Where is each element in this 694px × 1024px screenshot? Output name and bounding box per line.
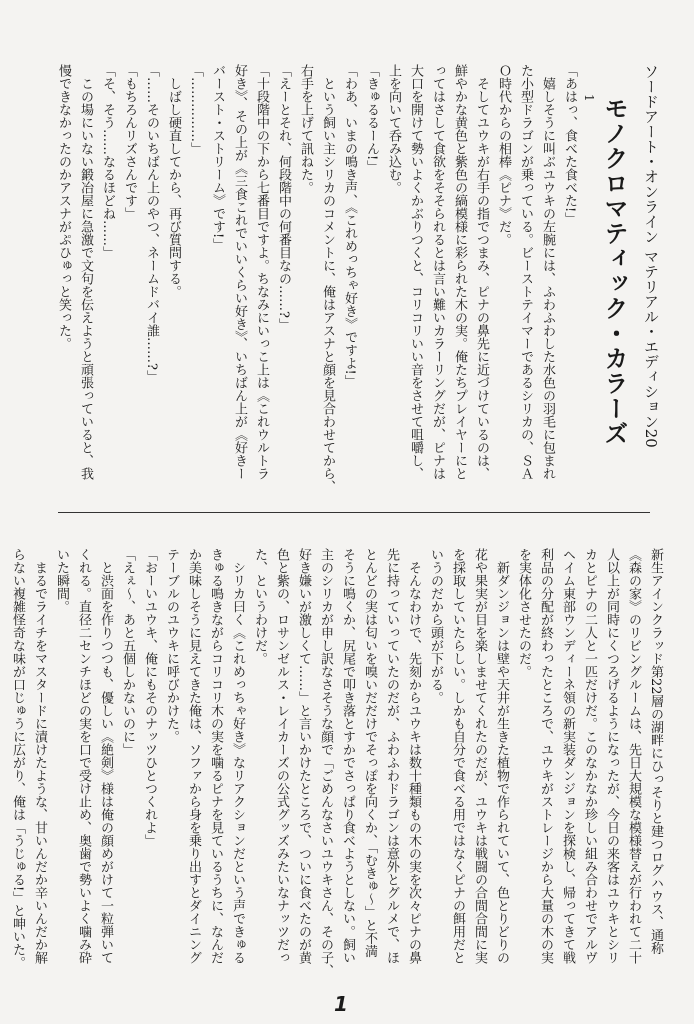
text-line: か美味しそうに見えてきた俺は、ソファから身を乗り出すとダイニング: [186, 548, 201, 964]
text-line: 右手を上げて訊ねた。: [298, 64, 313, 194]
text-line: きゅる鳴きながらコリコリ木の実を噛るピナを見ているうちに、なんだ: [208, 548, 223, 964]
text-line: 利品の分配が終わったところで、ユウキがストレージから大量の木の実: [538, 548, 553, 964]
text-line: 鮮やかな黄色と紫色の縞模様に彩られた木の実。俺たちプレイヤーにと: [452, 64, 467, 480]
text-line: この場にいない鍛冶屋に急激で文句を伝えようと頑張っていると、我: [78, 64, 93, 480]
text-line: まるでライチをマスタードに漬けたような、甘いんだか辛いんだか解: [32, 548, 47, 964]
text-line: ヘイム東部ウンディーネ領の新実装ダンジョンを探検し、帰ってきて戦: [560, 548, 575, 964]
text-line: ってはさして食欲をそそられるとは言い難いカラーリングだが、ピナは: [430, 64, 445, 480]
text-line: らない複雑怪奇な味が口じゅうに広がり、俺は「うじゅる!」と呻いた。: [10, 548, 25, 970]
text-line: しばし硬直してから、再び質問する。: [166, 64, 181, 298]
text-line: そんなわけで、先刻からユウキは数十種類もの木の実を次々ピナの鼻: [406, 548, 421, 964]
story-title: モノクロマティック・カラーズ: [600, 96, 629, 446]
text-line: とんどの実は匂いを嗅いだだけでそっぽを向くか、「むきゅ～」と不満: [362, 548, 377, 958]
text-line: そしてユウキが右手の指でつまみ、ピナの鼻先に近づけているのは、: [474, 64, 489, 480]
text-line: た小型ドラゴンが乗っている。ビーストテイマーであるシリカの、ＳＡ: [518, 64, 533, 480]
text-line: 「おーいユウキ、俺にもそのナッツひとつくれよ」: [142, 548, 157, 847]
text-line: いうのだから頭が下がる。: [428, 548, 443, 704]
text-line: 色と紫の、ロサンゼルス・レイカーズの公式グッズみたいなナッツだっ: [274, 548, 289, 964]
text-line: バースト・ストリーム》です!」: [210, 64, 225, 252]
text-line: 「きゅるるーん!」: [364, 64, 379, 174]
text-line: 慢できなかったのかアスナがぷひゅっと笑った。: [56, 64, 71, 350]
series-title: ソードアート・オンライン マテリアル・エディション20: [642, 64, 660, 448]
text-line: た、というわけだ。: [252, 548, 267, 665]
text-line: いた瞬間。: [54, 548, 69, 613]
text-line: 花や果実が目を楽しませてくれたのだが、ユウキは戦闘の合間合間に実: [472, 548, 487, 964]
lower-text-block: [10, 548, 666, 977]
text-line: と渋面を作りつつも、優しい《絶剣》様は俺の顔めがけて一粒弾いて: [98, 548, 113, 964]
text-line: くれる。直径二センチほどの実を口で受け止め、奥歯で勢いよく噛み砕: [76, 548, 91, 964]
text-line: 好き嫌いが激しくて……」と言いかけたところで、ついに食べたのが黄: [296, 548, 311, 964]
text-line: 上を向いて呑み込む。: [386, 64, 401, 194]
text-line: 「もちろんリズさんです」: [122, 64, 137, 220]
text-line: テーブルのユウキに呼びかけた。: [164, 548, 179, 743]
text-line: 「……そのいちばん上のやつ、ネームドバイ誰……?」: [144, 64, 159, 383]
text-line: 「えーとそれ、何段階中の何番目なの……?」: [276, 64, 291, 331]
text-line: 「わあ、いまの鳴き声、《これめっちゃ好き》ですよ!」: [342, 64, 357, 388]
section-divider: [58, 512, 650, 513]
text-line: そうに鳴くか、尻尾で叩き落とすかでさっぱり食べようとしない。飼い: [340, 548, 355, 964]
text-line: 新生アインクラッド第22層の湖畔にひっそりと建つログハウス、通称: [648, 548, 663, 955]
text-line: 「そ、そう……なるほどね……」: [100, 64, 115, 259]
text-line: 主のシリカが申し訳なさそうな顔で「ごめんなさいユウキさん、その子、: [318, 548, 333, 977]
text-line: を採取していたらしい。しかも自分で食べる用ではなくピナの餌用だと: [450, 548, 465, 964]
text-line: 先に持っていっていたのだが、ふわふわドラゴンは意外とグルメで、ほ: [384, 548, 399, 964]
text-line: 新ダンジョンは壁や天井が生きた植物で作られていて、色とりどりの: [494, 548, 509, 964]
text-line: 嬉しそうに叫ぶユウキの左腕には、ふわふわした水色の羽毛に包まれ: [540, 64, 555, 480]
text-line: Ｏ時代からの相棒《ピナ》だ。: [496, 64, 511, 246]
text-line: 好き》、その上が《三食これでいいくらい好き》、いちばん上が《好きー: [232, 64, 247, 480]
text-line: 人以上が同時にくつろげるようになったが、今日の来客はユウキとシリ: [604, 548, 619, 964]
chapter-number: 1: [582, 94, 596, 102]
text-line: 「……………」: [188, 64, 203, 155]
upper-text-block: [20, 64, 580, 493]
text-line: 「えぇ～、あと五個しかないのに」: [120, 548, 135, 756]
text-line: 大口を開けて勢いよくかぶりつくと、コリコリいい音をさせて咀嚼し、: [408, 64, 423, 480]
text-line: という飼い主シリカのコメントに、俺はアスナと顔を見合わせてから、: [320, 64, 335, 493]
page-number: 1: [334, 992, 348, 1016]
text-line: を実体化させたのだ。: [516, 548, 531, 678]
text-line: カとピナの二人と一匹だけだ。このなかなか珍しい組み合わせでアルヴ: [582, 548, 597, 964]
text-line: 《森の家》のリビングルームは、先日大規模な模様替えが行われて二十: [626, 548, 641, 964]
text-line: 「十段階中の下から七番目ですよ。ちなみにいっこ上は《これウルトラ: [254, 64, 269, 480]
text-line: 「あはっ、食べた食べた!」: [562, 64, 577, 226]
text-line: シリカ曰く《これめっちゃ好き》なリアクションだという声できゅる: [230, 548, 245, 964]
